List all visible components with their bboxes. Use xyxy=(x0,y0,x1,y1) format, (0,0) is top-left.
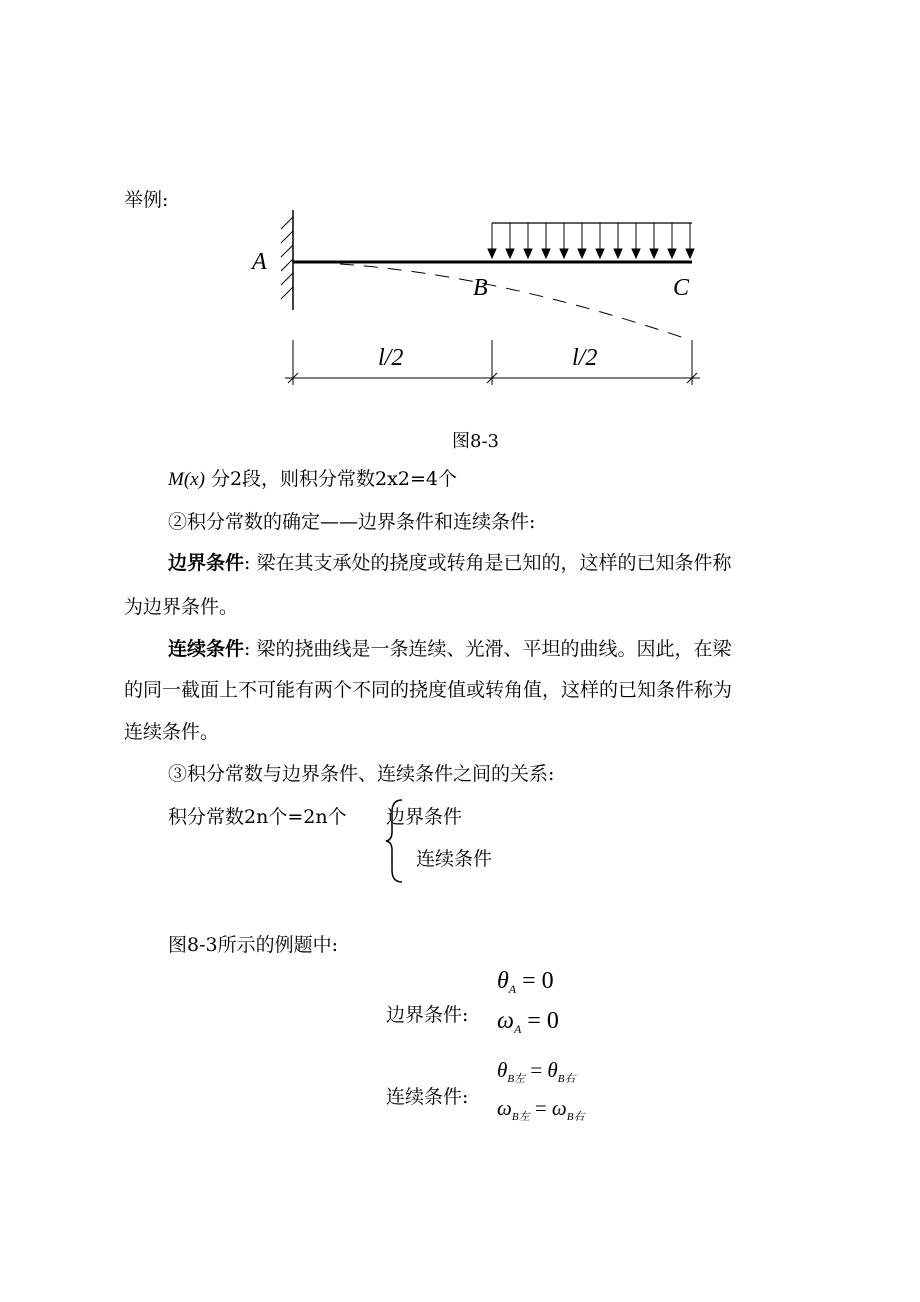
dimension-lines xyxy=(285,340,700,385)
boundary-conditions-label: 边界条件: xyxy=(386,1004,469,1026)
relation-left: 积分常数2n个=2n个 xyxy=(168,806,347,828)
theta-b-left-sub: B左 xyxy=(507,1073,526,1085)
omega-b-left-symbol: ω xyxy=(497,1096,512,1120)
omega-b-right-sub: B右 xyxy=(566,1111,585,1123)
deflection-curve xyxy=(340,264,690,340)
theta-symbol: θ xyxy=(497,968,509,994)
relation-item-1: 边界条件 xyxy=(386,806,463,828)
omega-symbol: ω xyxy=(497,1008,514,1034)
omega-b-right-symbol: ω xyxy=(551,1096,567,1120)
continuity-conditions-label: 连续条件: xyxy=(386,1086,469,1108)
theta-b-right-sub: B右 xyxy=(557,1073,576,1085)
continuity-term: 连续条件 xyxy=(168,638,245,660)
theta-b-eq: = xyxy=(530,1058,543,1082)
figure-caption: 图8-3 xyxy=(452,431,499,452)
boundary-line-2: 为边界条件。 xyxy=(124,596,239,618)
moment-math: M(x) xyxy=(168,469,205,490)
theta-value: = 0 xyxy=(522,968,554,994)
omega-b-equation xyxy=(497,1096,584,1124)
moment-line xyxy=(168,464,457,491)
label-b: B xyxy=(473,275,488,301)
omega-b-left-sub: B左 xyxy=(511,1111,530,1123)
theta-b-left-symbol: θ xyxy=(497,1058,508,1082)
beam-diagram xyxy=(240,205,710,390)
continuity-line-2: 的同一截面上不可能有两个不同的挠度值或转角值，这样的已知条件称为 xyxy=(124,679,733,701)
theta-b-right-symbol: θ xyxy=(547,1058,558,1082)
omega-a-equation xyxy=(497,1008,559,1037)
section-heading-3: ③积分常数与边界条件、连续条件之间的关系: xyxy=(168,763,555,785)
span-right: l/2 xyxy=(572,345,598,371)
boundary-term: 边界条件 xyxy=(168,552,245,574)
theta-subscript: A xyxy=(508,982,517,996)
omega-subscript: A xyxy=(513,1022,522,1036)
boundary-text-1: : 梁在其支承处的挠度或转角是已知的，这样的已知条件称 xyxy=(244,552,732,574)
intro-text: 举例: xyxy=(124,189,169,211)
relation-item-2: 连续条件 xyxy=(416,848,493,870)
omega-value: = 0 xyxy=(527,1008,559,1034)
continuity-text-1: : 梁的挠曲线是一条连续、光滑、平坦的曲线。因此，在梁 xyxy=(244,638,732,660)
moment-text: 分2段，则积分常数2x2=4个 xyxy=(210,468,457,490)
example-intro: 图8-3所示的例题中: xyxy=(168,934,338,956)
span-left: l/2 xyxy=(378,345,404,371)
distributed-load xyxy=(488,223,694,258)
boundary-line-1 xyxy=(168,548,731,575)
label-a: A xyxy=(252,249,267,275)
continuity-line-1 xyxy=(168,634,731,661)
theta-b-equation xyxy=(497,1058,575,1086)
label-c: C xyxy=(673,275,690,301)
continuity-line-3: 连续条件。 xyxy=(124,721,220,743)
section-heading-2: ②积分常数的确定——边界条件和连续条件: xyxy=(168,511,536,533)
omega-b-eq: = xyxy=(534,1096,547,1120)
theta-a-equation xyxy=(497,968,554,997)
wall-hatching xyxy=(281,217,293,299)
